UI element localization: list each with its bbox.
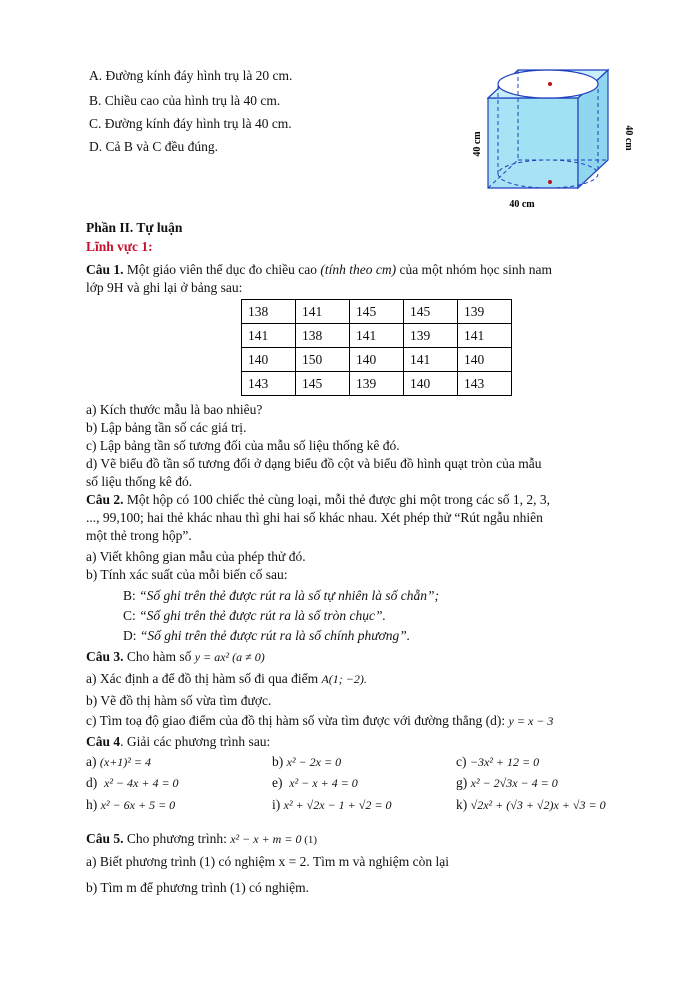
section-title: Lĩnh vực 1:	[86, 239, 153, 254]
q1-a: a) Kích thước mẫu là bao nhiêu?	[86, 402, 263, 417]
q1-d1: d) Vẽ biểu đồ tần số tương đối ở dạng biểu đồ cột và biểu đồ hình quạt tròn của mẫu	[86, 456, 542, 471]
height-table	[241, 299, 512, 396]
q2-line3: một thẻ trong hộp”.	[86, 528, 192, 543]
q3-a: a) Xác định a để đồ thị hàm số đi qua điểm A(1; −2).	[86, 671, 367, 686]
q1-line1: Câu 1. Một giáo viên thể dục đo chiều cao (tính theo cm) của một nhóm học sinh nam	[86, 262, 553, 277]
option-d: D. Cả B và C đều đúng.	[89, 139, 218, 154]
q4-eq-h: h) x² − 6x + 5 = 0	[86, 797, 176, 812]
q3-b: b) Vẽ đồ thị hàm số vừa tìm được.	[86, 693, 272, 708]
option-c: C. Đường kính đáy hình trụ là 40 cm.	[89, 116, 292, 131]
q1-b: b) Lập bảng tần số các giá trị.	[86, 420, 247, 435]
option-a: A. Đường kính đáy hình trụ là 20 cm.	[89, 68, 293, 83]
q2-a: a) Viết không gian mẫu của phép thử đó.	[86, 549, 306, 564]
q2-event-c: C: “Số ghi trên thẻ được rút ra là số tròn chục”.	[123, 608, 386, 623]
q2-b: b) Tính xác suất của mỗi biến cố sau:	[86, 567, 288, 582]
label-right: 40 cm	[623, 125, 634, 151]
q4-eq-e: e) x² − x + 4 = 0	[272, 775, 358, 790]
q4-eq-c: c) −3x² + 12 = 0	[456, 754, 540, 769]
q3-c: c) Tìm toạ độ giao điểm của đồ thị hàm số vừa tìm được với đường thẳng (d): y = x − 3	[86, 713, 554, 728]
label-bottom: 40 cm	[509, 199, 535, 210]
q4-eq-k: k) √2x² + (√3 + √2)x + √3 = 0	[456, 797, 606, 812]
q2-line2: ..., 99,100; hai thẻ khác nhau thì ghi hai số khác nhau. Xét phép thử “Rút ngẫu nhiên	[86, 510, 543, 525]
option-b: B. Chiều cao của hình trụ là 40 cm.	[89, 93, 281, 108]
q5-a: a) Biết phương trình (1) có nghiệm x = 2. Tìm m và nghiệm còn lại	[86, 854, 450, 869]
part-title: Phần II. Tự luận	[86, 220, 183, 235]
q4-title: Câu 4. Giải các phương trình sau:	[86, 734, 271, 749]
q2-event-d: D: “Số ghi trên thẻ được rút ra là số chính phương”.	[123, 628, 411, 643]
q5-b: b) Tìm m để phương trình (1) có nghiệm.	[86, 880, 310, 895]
q1-d2: số liệu thống kê đó.	[86, 474, 193, 489]
q1-c: c) Lập bảng tần số tương đối của mẫu số liệu thống kê đó.	[86, 438, 400, 453]
table-row: 143 145 139 140 143	[242, 372, 512, 396]
q4-eq-b: b) x² − 2x = 0	[272, 754, 342, 769]
q1-line2: lớp 9H và ghi lại ở bảng sau:	[86, 280, 243, 295]
q2-line1: Câu 2. Một hộp có 100 chiếc thẻ cùng loại, mỗi thẻ được ghi một trong các số 1, 2, 3,	[86, 492, 551, 507]
q4-eq-d: d) x² − 4x + 4 = 0	[86, 775, 179, 790]
q4-eq-g: g) x² − 2√3x − 4 = 0	[456, 775, 558, 790]
q2-event-b: B: “Số ghi trên thẻ được rút ra là số tự nhiên là số chẵn”;	[123, 588, 439, 603]
label-left: 40 cm	[472, 131, 483, 157]
q3-line1: Câu 3. Cho hàm số y = ax² (a ≠ 0)	[86, 649, 265, 664]
table-row: 141 138 141 139 141	[242, 324, 512, 348]
cylinder-prism-figure	[470, 60, 645, 215]
q4-eq-i: i) x² + √2x − 1 + √2 = 0	[272, 797, 392, 812]
q5-line1: Câu 5. Cho phương trình: x² − x + m = 0 (1)	[86, 831, 318, 846]
table-row: 140 150 140 141 140	[242, 348, 512, 372]
q4-eq-a: a) (x+1)² = 4	[86, 754, 151, 769]
table-row: 138 141 145 145 139	[242, 300, 512, 324]
